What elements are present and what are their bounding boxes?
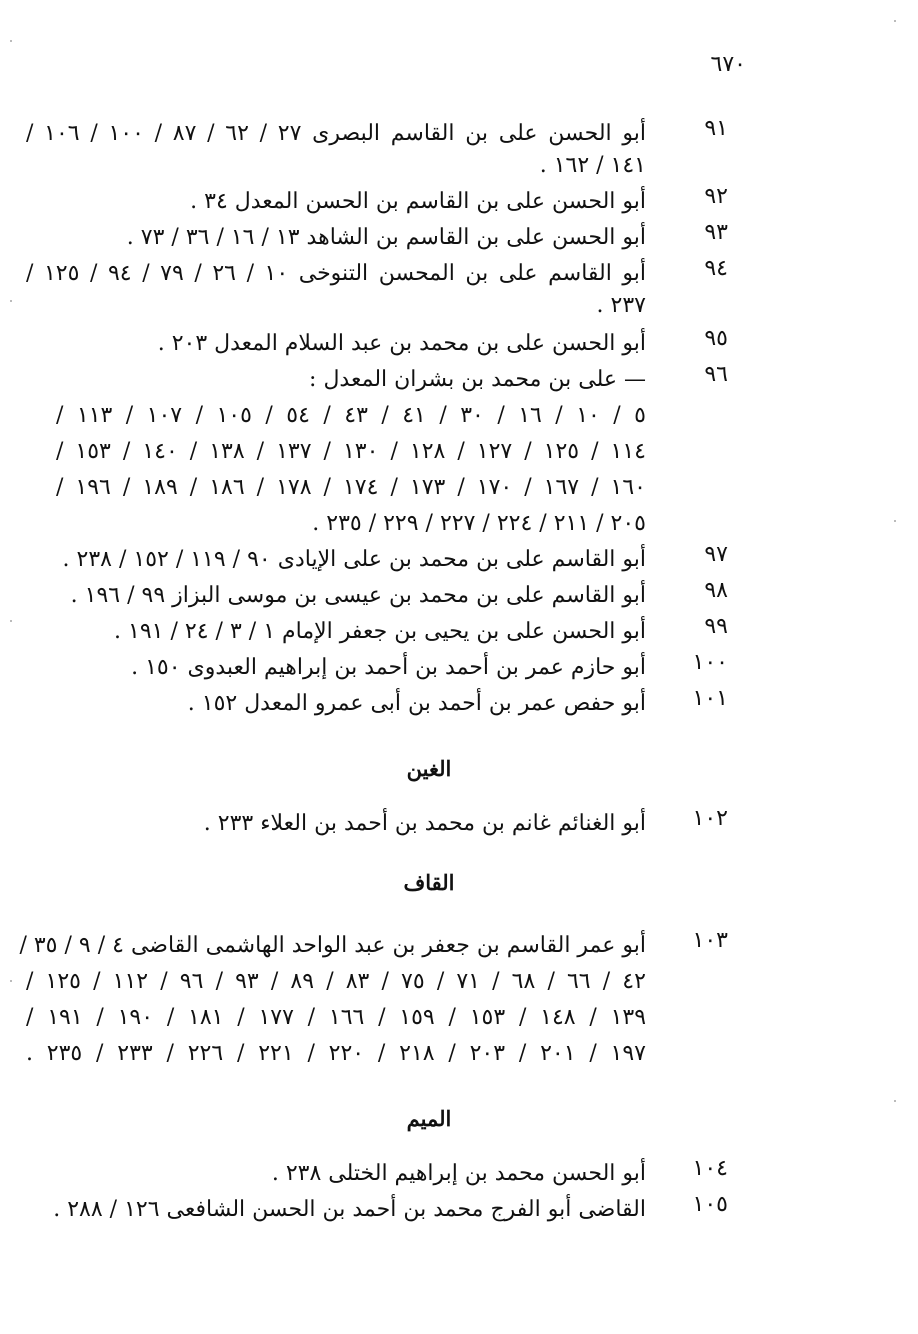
scan-speck [10,40,12,42]
scan-speck [10,980,12,982]
entry-number: ٩٥ [704,326,728,351]
entry-line: ٢٣٧ . [596,293,646,318]
entry-line: أبو عمر القاسم بن جعفر بن عبد الواحد الهاشمى القاضى ٤ / ٩ / ٣٥ / [19,933,646,958]
entry-line: أبو الحسن على بن محمد بن عبد السلام المعدل ٢٠٣ . [157,331,646,356]
entry-line: — على بن محمد بن بشران المعدل : [309,367,646,392]
entry-line: أبو حازم عمر بن أحمد بن أحمد بن إبراهيم العبدوى ١٥٠ . [131,655,646,680]
entry-line: أبو القاسم على بن المحسن التنوخى ١٠ / ٢٦ / ٧٩ / ٩٤ / ١٢٥ / [26,261,647,286]
entry-number: ٩٣ [704,220,728,245]
scan-speck [894,20,896,22]
entry-line: أبو الحسن على بن القاسم البصرى ٢٧ / ٦٢ / ٨٧ / ١٠٠ / ١٠٦ / [26,121,646,146]
entry-number: ٩٧ [704,542,728,567]
entry-number: ١٠٥ [692,1192,728,1217]
entry-number: ٩١ [704,116,728,141]
entry-line: أبو القاسم على بن محمد بن عيسى بن موسى البزاز ٩٩ / ١٩٦ . [70,583,646,608]
entry-number: ٩٩ [704,614,728,639]
page-number: ٦٧٠ [710,52,746,77]
scan-speck [10,620,12,622]
entry-number: ٩٤ [704,256,728,281]
scan-speck [10,300,12,302]
section-heading-qaf: القاف [403,870,455,895]
entry-number: ٩٨ [704,578,728,603]
entry-line: ١٦٠ / ١٦٧ / ١٧٠ / ١٧٣ / ١٧٤ / ١٧٨ / ١٨٦ / ١٨٩ / ١٩٦ / [56,475,646,500]
entry-line: ١٣٩ / ١٤٨ / ١٥٣ / ١٥٩ / ١٦٦ / ١٧٧ / ١٨١ / ١٩٠ / ١٩١ / [26,1005,647,1030]
section-heading-ghain: الغين [406,756,452,781]
scan-speck [894,1100,896,1102]
entry-line: القاضى أبو الفرج محمد بن أحمد بن الحسن الشافعى ١٢٦ / ٢٨٨ . [53,1197,646,1222]
entry-line: ١١٤ / ١٢٥ / ١٢٧ / ١٢٨ / ١٣٠ / ١٣٧ / ١٣٨ / ١٤٠ / ١٥٣ / [56,439,646,464]
entry-line: أبو الحسن على بن القاسم بن الحسن المعدل ٣٤ . [190,189,646,214]
entry-number: ١٠١ [692,686,728,711]
section-heading-mim: الميم [406,1106,452,1131]
entry-number: ٩٦ [704,362,728,387]
entry-line: ٢٠٥ / ٢١١ / ٢٢٤ / ٢٢٧ / ٢٢٩ / ٢٣٥ . [312,511,646,536]
entry-line: أبو الحسن على بن القاسم بن الشاهد ١٣ / ١٦ / ٣٦ / ٧٣ . [126,225,646,250]
entry-line: أبو حفص عمر بن أحمد بن أبى عمرو المعدل ١٥٢ . [187,691,646,716]
entry-line: ٥ / ١٠ / ١٦ / ٣٠ / ٤١ / ٤٣ / ٥٤ / ١٠٥ / ١٠٧ / ١١٣ / [56,403,646,428]
entry-line: أبو الحسن على بن يحيى بن جعفر الإمام ١ / ٣ / ٢٤ / ١٩١ . [114,619,646,644]
entry-number: ١٠٤ [692,1156,728,1181]
entry-number: ١٠٢ [692,806,728,831]
entry-line: ١٤١ / ١٦٢ . [539,153,646,178]
entry-number: ١٠٠ [692,650,728,675]
entry-number: ٩٢ [704,184,728,209]
entry-line: أبو القاسم على بن محمد بن على الإيادى ٩٠ / ١١٩ / ١٥٢ / ٢٣٨ . [62,547,646,572]
entry-line: ٤٢ / ٦٦ / ٦٨ / ٧١ / ٧٥ / ٨٣ / ٨٩ / ٩٣ / ٩٦ / ١١٢ / ١٢٥ / [26,969,646,994]
entry-line: ١٩٧ / ٢٠١ / ٢٠٣ / ٢١٨ / ٢٢٠ / ٢٢١ / ٢٢٦ / ٢٣٣ / ٢٣٥ . [26,1041,646,1066]
entry-number: ١٠٣ [692,928,728,953]
entry-line: أبو الحسن محمد بن إبراهيم الختلى ٢٣٨ . [271,1161,646,1186]
scan-speck [894,520,896,522]
entry-line: أبو الغنائم غانم بن محمد بن أحمد بن العلاء ٢٣٣ . [203,811,646,836]
